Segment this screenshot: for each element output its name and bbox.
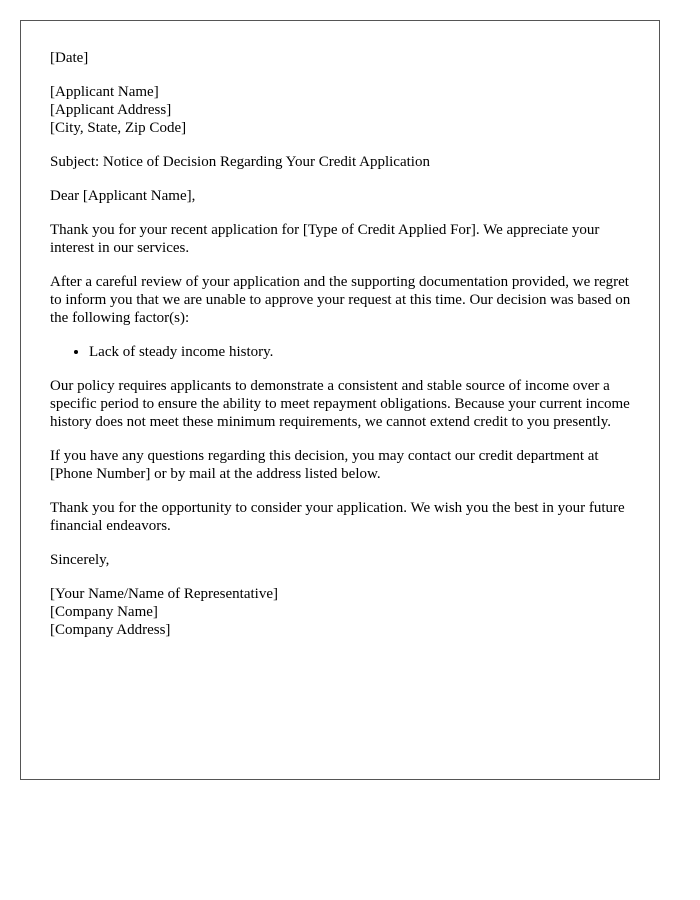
letter-body <box>50 49 635 655</box>
letter-frame <box>20 20 660 780</box>
recipient-name: [Applicant Name] <box>50 84 159 100</box>
recipient-city-state-zip: [City, State, Zip Code] <box>50 120 187 136</box>
signoff: Sincerely, <box>50 552 110 568</box>
signature-name: [Your Name/Name of Representative] <box>50 586 278 602</box>
signature-address: [Company Address] <box>50 622 171 638</box>
recipient-block <box>50 83 635 137</box>
signature-company: [Company Name] <box>50 604 158 620</box>
policy-paragraph: Our policy requires applicants to demonstrate a consistent and stable source of income over a specific period to ensure the ability to meet repayment obligations. Because your current income history does not meet these minimum requirements, we cannot extend credit to you presently. <box>50 378 630 430</box>
review-paragraph: After a careful review of your application and the supporting documentation provided, we regret to inform you that we are unable to approve your request at this time. Our decision was based on the following factor(s): <box>50 274 631 326</box>
closing-paragraph: Thank you for the opportunity to consider your application. We wish you the best in your future financial endeavors. <box>50 500 625 534</box>
intro-paragraph: Thank you for your recent application for [Type of Credit Applied For]. We appreciate your interest in our services. <box>50 222 600 256</box>
contact-paragraph: If you have any questions regarding this decision, you may contact our credit department at [Phone Number] or by mail at the address listed below. <box>50 448 599 482</box>
factor-item: • Lack of steady income history. <box>89 343 635 361</box>
signature-block <box>50 585 635 639</box>
salutation: Dear [Applicant Name], <box>50 188 196 204</box>
recipient-address: [Applicant Address] <box>50 102 172 118</box>
factor-list <box>50 343 635 361</box>
letter-date: [Date] <box>50 50 89 66</box>
subject-line: Subject: Notice of Decision Regarding Your Credit Application <box>50 154 430 170</box>
